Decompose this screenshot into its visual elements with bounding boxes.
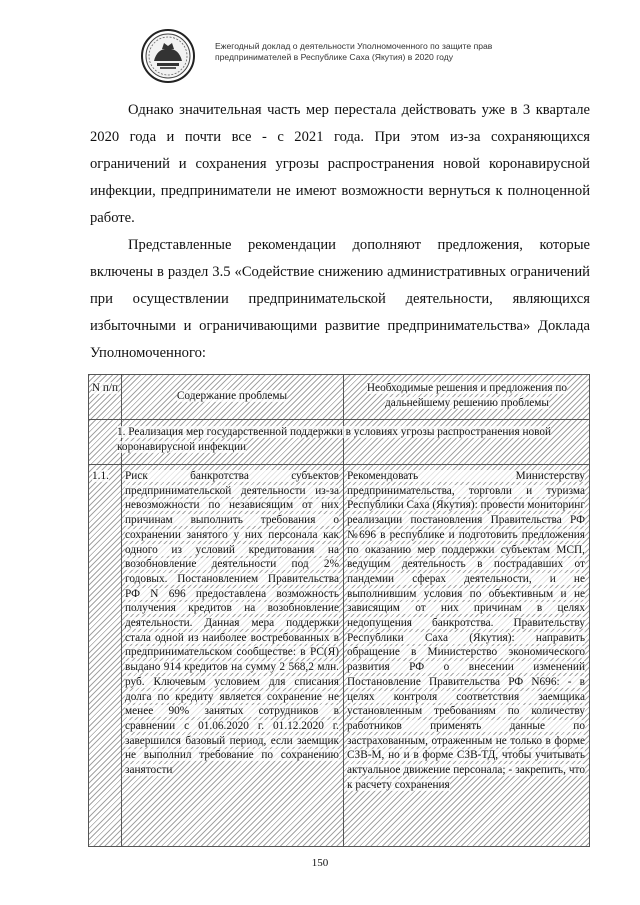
header-line-1: Ежегодный доклад о деятельности Уполномоченного по защите прав [215,41,493,51]
paragraph-1-block [90,97,590,232]
section-title: 1. Реализация мер государственной поддержки в условиях угрозы распространения новой коронавирусной инфекции [117,426,552,453]
header-row-divider [89,419,589,420]
header-num-cell [91,381,119,396]
problems-table [88,374,590,847]
page-number: 150 [311,857,329,869]
header-problem: Содержание проблемы [176,390,288,402]
row-num: 1.1. [92,470,109,482]
page-header [140,28,540,84]
row-solution-cell [347,469,585,845]
row-solution: Рекомендовать Министерству предпринимательства, торговли и туризма Республики Саха (Якутия): провести мониторинг реализации постановления Правительства РФ №696 в республике и подготовить предложения по оказанию мер поддержки субъектам МСП, ведущим деятельность в пострадавших от пандемии сферах деятельности, и не выполнившим условия по объективным и не зависящим от них причинам в целях недопущения банкротства. Правительству Республики Саха (Якутия): направить обращение в Министерство экономического развития РФ о внесении изменений Постановление Правительства РФ N696: - в целях контроля соответствия заемщика установленным требованиям по количеству работников применять данные по застрахованным, отраженным не только в форме СЗВ-М, но и в форме СЗВ-ТД, чтобы учитывать актуальное движение персонала; - закрепить, что к расчету сохранения [347,470,585,791]
header-text [215,41,545,63]
header-solution-cell [351,381,583,410]
row-problem: Риск банкротства субъектов предпринимательской деятельности из-за невозможности по независящим от них причинам выполнить требования о сохранении занятого у них персонала как одного из условий кредитования на возобновление деятельности под 2% годовых. Постановлением Правительства РФ N 696 предоставлена возможность получения кредитов на возобновление деятельности. Данная мера поддержки стала одной из наиболее востребованных в предпринимательском сообществе: в РС(Я) выдано 914 кредитов на сумму 2 568,2 млн. руб. Ключевым условием для списания долга по кредиту является сохранение не менее 90% занятых сотрудников в сравнении с 01.06.2020 г. 01.12.2020 г. завершился базовый период, если заемщик не выполнил требование по сохранению занятости [125,470,339,777]
header-problem-cell [127,389,337,404]
section-title-cell [117,425,573,454]
section-row-divider [89,464,589,465]
header-solution: Необходимые решения и предложения по дальнейшему решению проблемы [366,382,568,409]
header-num: N п/п [91,382,119,394]
paragraph-1: Однако значительная часть мер перестала действовать уже в 3 квартале 2020 года и почти все - с 2021 года. При этом из-за сохраняющихся ограничений и сохранения угрозы распространения новой коронавирусной инфекции, предприниматели не имеют возможности вернуться к полноценной работе. [90,102,590,226]
header-line-2: предпринимателей в Республике Саха (Якутия) в 2020 году [215,52,454,62]
row-problem-cell [125,469,339,845]
paragraph-2: Представленные рекомендации дополняют предложения, которые включены в раздел 3.5 «Содействие снижению административных ограничений при осуществлении предпринимательской деятельности, являющихся избыточными и ограничивающими развитие предпринимательства» Доклада Уполномоченного: [90,237,590,361]
emblem-seal-icon [140,28,196,84]
row-num-cell [92,469,119,484]
paragraph-2-block [90,232,590,367]
